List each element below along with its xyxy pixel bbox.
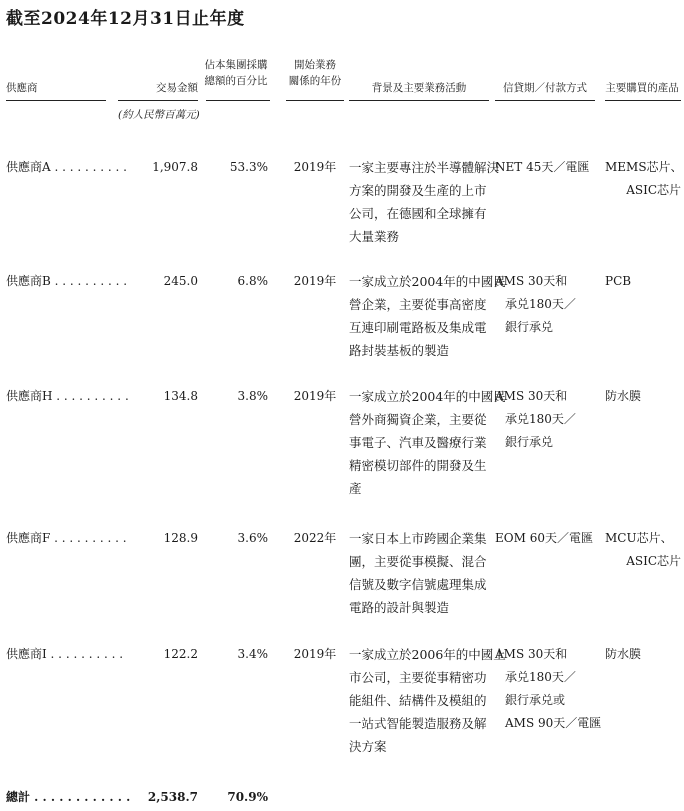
credit-line: 銀行承兑	[505, 320, 554, 334]
header-rule-supplier	[6, 100, 106, 101]
background-line: 一站式智能製造服務及解	[349, 716, 487, 731]
header-rule-amount	[118, 100, 198, 101]
main-products	[605, 527, 681, 573]
header-rule-credit	[495, 100, 595, 101]
start-year: 2022年	[293, 531, 337, 545]
product-line: ASIC芯片	[626, 183, 681, 197]
header-products-label: 主要購買的產品	[605, 82, 679, 94]
header-year-line2: 關係的年份	[288, 75, 342, 87]
main-products	[605, 270, 681, 293]
background-line: 信號及數字信號處理集成	[349, 577, 487, 592]
start-year: 2019年	[293, 160, 337, 174]
credit-line: 承兑180天／	[505, 412, 576, 426]
credit-line: AMS 30天和	[495, 389, 568, 403]
credit-terms	[495, 385, 595, 454]
credit-terms	[495, 643, 602, 735]
purchase-percentage: 3.6%	[237, 531, 268, 545]
credit-line: AMS 30天和	[495, 647, 568, 661]
credit-line: EOM 60天／電匯	[495, 531, 593, 545]
background-line: 營外商獨資企業，主要從	[349, 412, 487, 427]
transaction-amount: 134.8	[163, 389, 198, 403]
background-line: 一家成立於2004年的中國民	[349, 389, 506, 404]
supplier-name: 供應商I . . . . . . . . . .	[6, 647, 124, 661]
background-line: 能組件、結構件及模組的	[349, 693, 487, 708]
main-products	[605, 643, 681, 666]
credit-line: 承兑180天／	[505, 297, 576, 311]
product-line: 防水膜	[605, 389, 642, 403]
header-credit	[493, 80, 597, 96]
credit-line: 銀行承兑或	[505, 693, 566, 707]
supplier-background	[349, 643, 506, 758]
main-products	[605, 156, 681, 202]
purchase-percentage: 53.3%	[229, 160, 268, 174]
header-supplier-label: 供應商	[6, 82, 38, 94]
background-line: 互連印刷電路板及集成電	[349, 320, 487, 335]
total-amount: 2,538.7	[147, 790, 198, 804]
header-amount	[118, 80, 198, 96]
purchase-percentage: 3.4%	[237, 647, 268, 661]
header-year	[282, 57, 348, 89]
header-pct-line2: 總額的百分比	[204, 75, 268, 87]
total-label: 總計 . . . . . . . . . . . .	[6, 790, 131, 804]
header-supplier	[6, 80, 38, 96]
background-line: 精密模切部件的開發及生	[349, 458, 487, 473]
product-line: ASIC芯片	[626, 554, 681, 568]
main-products	[605, 385, 681, 408]
product-line: MEMS芯片、	[605, 160, 683, 174]
background-line: 一家成立於2004年的中國民	[349, 274, 506, 289]
background-line: 一家日本上市跨國企業集	[349, 531, 487, 546]
supplier-background	[349, 156, 500, 248]
credit-line: 銀行承兑	[505, 435, 554, 449]
header-background-label: 背景及主要業務活動	[371, 82, 467, 94]
supplier-name: 供應商B . . . . . . . . . .	[6, 274, 128, 288]
page-title: 截至2024年12月31日止年度	[6, 9, 245, 29]
header-pct-line1: 佔本集團採購	[204, 59, 268, 71]
background-line: 團，主要從事模擬、混合	[349, 554, 487, 569]
start-year: 2019年	[293, 647, 337, 661]
product-line: 防水膜	[605, 647, 642, 661]
supplier-background	[349, 527, 489, 619]
header-year-line1: 開始業務	[294, 59, 336, 71]
supplier-background	[349, 270, 506, 362]
background-line: 方案的開發及生產的上市	[349, 183, 487, 198]
product-line: PCB	[605, 274, 632, 288]
header-credit-label: 信貸期／付款方式	[503, 82, 587, 94]
header-pct	[200, 57, 272, 89]
header-background	[349, 80, 489, 96]
background-line: 路封裝基板的製造	[349, 343, 450, 358]
start-year: 2019年	[293, 389, 337, 403]
credit-line: NET 45天／電匯	[495, 160, 590, 174]
credit-line: AMS 90天／電匯	[505, 716, 602, 730]
header-rule-products	[605, 100, 681, 101]
header-products	[603, 80, 681, 96]
credit-terms	[495, 270, 595, 339]
header-rule-year	[286, 100, 344, 101]
background-line: 公司，在德國和全球擁有	[349, 206, 487, 221]
background-line: 決方案	[349, 739, 387, 754]
background-line: 電路的設計與製造	[349, 600, 450, 615]
transaction-amount: 122.2	[163, 647, 198, 661]
purchase-percentage: 3.8%	[237, 389, 268, 403]
credit-line: AMS 30天和	[495, 274, 568, 288]
supplier-name: 供應商A . . . . . . . . . .	[6, 160, 127, 174]
background-line: 營企業，主要從事高密度	[349, 297, 487, 312]
start-year: 2019年	[293, 274, 337, 288]
background-line: 大量業務	[349, 229, 400, 244]
credit-line: 承兑180天／	[505, 670, 576, 684]
background-line: 事電子、汽車及醫療行業	[349, 435, 487, 450]
total-percentage: 70.9%	[227, 790, 268, 804]
background-line: 一家成立於2006年的中國上	[349, 647, 506, 662]
background-line: 市公司，主要從事精密功	[349, 670, 487, 685]
product-line: MCU芯片、	[605, 531, 673, 545]
background-line: 產	[349, 481, 362, 496]
amount-unit: (約人民幣百萬元)	[118, 109, 200, 121]
background-line: 一家主要專注於半導體解決	[349, 160, 500, 175]
supplier-background	[349, 385, 506, 500]
purchase-percentage: 6.8%	[237, 274, 268, 288]
header-amount-label: 交易金額	[156, 82, 198, 94]
supplier-name: 供應商F . . . . . . . . . .	[6, 531, 127, 545]
transaction-amount: 245.0	[163, 274, 198, 288]
transaction-amount: 128.9	[163, 531, 198, 545]
header-rule-pct	[206, 100, 270, 101]
header-rule-background	[349, 100, 489, 101]
credit-terms	[495, 527, 595, 550]
transaction-amount: 1,907.8	[152, 160, 198, 174]
supplier-name: 供應商H . . . . . . . . . .	[6, 389, 129, 403]
credit-terms	[495, 156, 595, 179]
